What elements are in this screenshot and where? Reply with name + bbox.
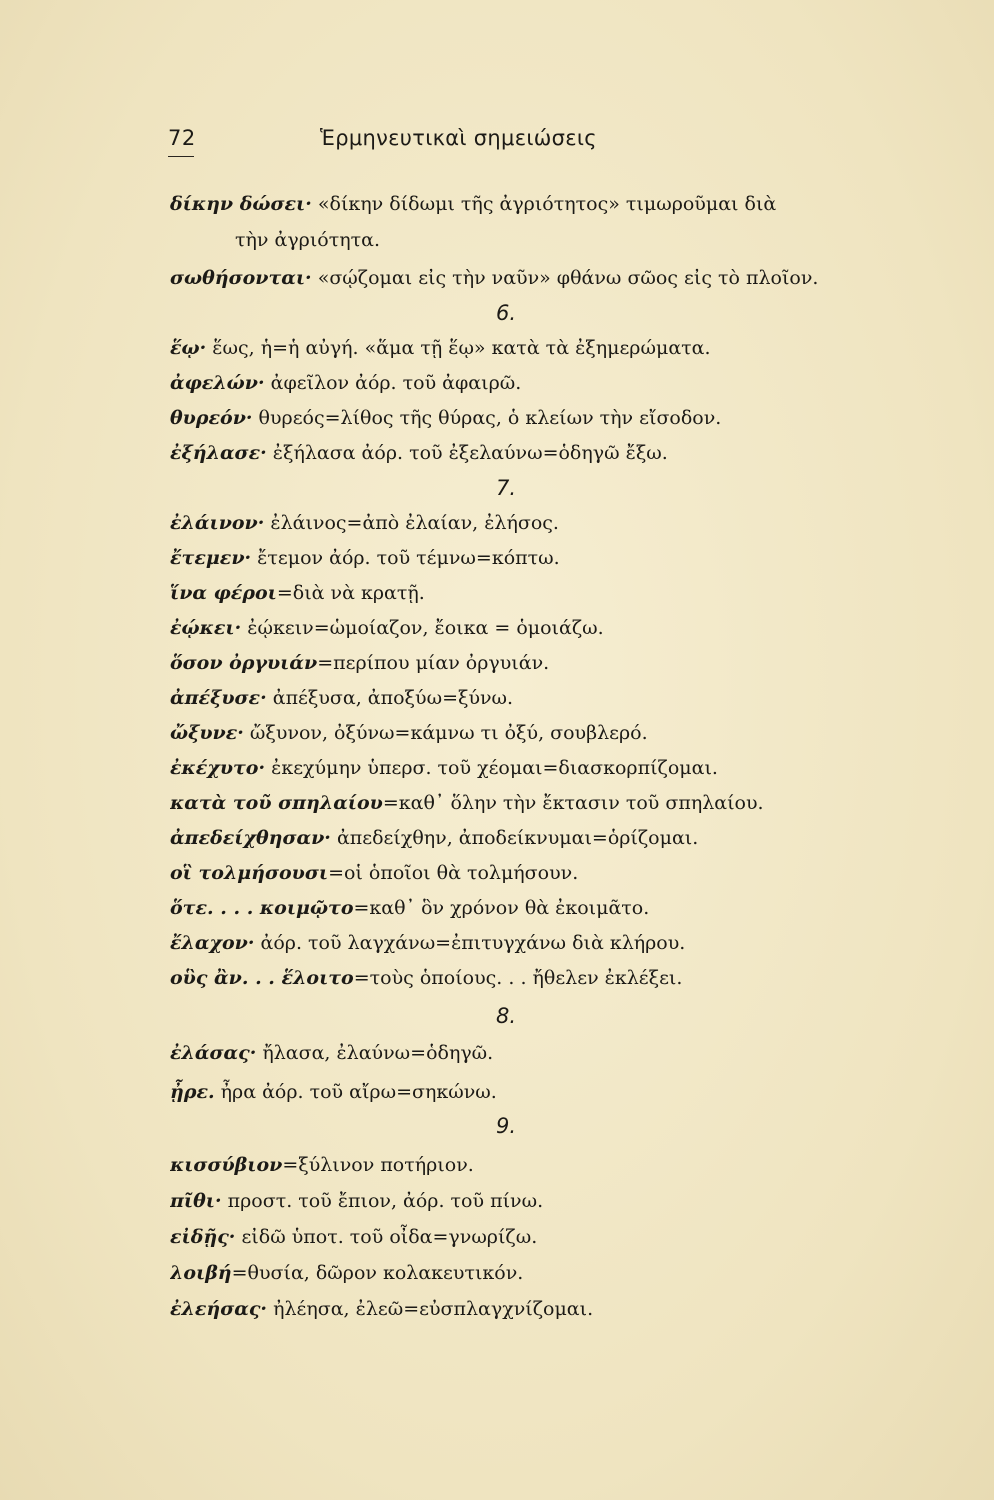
entry-headword: θυρεόν· [170,407,253,429]
entry-gloss: ἀπεδείχθην, ἀποδείκνυμαι=ὁρίζομαι. [330,827,699,849]
entry-headword: ἀπέξυσε· [170,687,267,709]
entry-headword: κατὰ τοῦ σπηλαίου [170,792,383,814]
entry-gloss: ἐκεχύμην ὑπερσ. τοῦ χέομαι=διασκορπίζομαι. [265,757,718,779]
entry-gloss: =ξύλινον ποτήριον. [282,1154,474,1176]
entry-gloss: «σῴζομαι εἰς τὴν ναῦν» φθάνω σῶος εἰς τὸ πλοῖον. [311,267,819,289]
entry-headword: κισσύβιον [170,1154,283,1176]
section-number: 8. [496,1004,517,1028]
entry-gloss: ἐλάινος=ἀπὸ ἐλαίαν, ἐλήσος. [264,512,559,534]
entry-line [170,893,910,923]
entry-line [170,263,910,293]
entry-line [170,578,910,608]
entry-gloss: =καθ᾽ ὅλην τὴν ἔκτασιν τοῦ σπηλαίου. [382,792,764,814]
entry-headword: εἰδῇς· [170,1226,236,1248]
section-number: 6. [496,301,517,325]
entry-headword: δίκην δώσει· [170,193,312,215]
entry-line [170,928,910,958]
entry-gloss: θυρεός=λίθος τῆς θύρας, ὁ κλείων τὴν εἴσοδον. [252,407,722,429]
entry-line [170,753,910,783]
entry-line [170,823,910,853]
entry-line [170,368,910,398]
section-number: 7. [496,476,517,500]
running-title: Ἑρμηνευτικαὶ σημειώσεις [320,126,597,150]
entry-gloss: ἀόρ. τοῦ λαγχάνω=ἐπιτυγχάνω διὰ κλήρου. [254,932,686,954]
entry-line [170,963,910,993]
entry-line [170,613,910,643]
entry-headword: ἐλάινον· [170,512,265,534]
entry-headword: πῖθι· [170,1190,222,1212]
section-number: 9. [496,1114,517,1138]
entry-headword: ἐλεήσας· [170,1298,268,1320]
entry-headword: ἐξήλασε· [170,442,267,464]
entry-gloss: =θυσία, δῶρον κολακευτικόν. [231,1262,524,1284]
entry-line [170,1258,910,1288]
entry-gloss: ἤλασα, ἐλαύνω=ὁδηγῶ. [256,1042,494,1064]
entry-headword: ἵνα φέροι [170,582,277,604]
entry-line [170,543,910,573]
entry-headword: ὤξυνε· [170,722,244,744]
page-number: 72 [168,126,196,150]
entry-gloss: =καθ᾽ ὃν χρόνον θὰ ἐκοιμᾶτο. [353,897,650,919]
entry-line [170,648,910,678]
entry-line [170,438,910,468]
entry-headword: οἳ τολμήσουσι [170,862,329,884]
entry-headword: ἀφελών· [170,372,265,394]
entry-line [235,225,975,255]
entry-gloss: =διὰ νὰ κρατῇ. [276,582,425,604]
entry-line [170,1038,910,1068]
entry-line [170,718,910,748]
entry-line [170,1222,910,1252]
entry-headword: ἐλάσας· [170,1042,257,1064]
entry-line [170,1150,910,1180]
entry-gloss: ἔτεμον ἀόρ. τοῦ τέμνω=κόπτω. [251,547,560,569]
entry-headword: σωθήσονται· [170,267,312,289]
entry-headword: ὅτε. . . . κοιμῷτο [170,897,354,919]
entry-line [170,1077,910,1107]
entry-gloss: «δίκην δίδωμι τῆς ἀγριότητος» τιμωροῦμαι διὰ [311,193,777,215]
entry-line [170,333,910,363]
entry-headword: ἕῳ· [170,337,207,359]
entry-line [170,1294,910,1324]
entry-headword: λοιβή [170,1262,232,1284]
entry-headword: ἐκέχυτο· [170,757,266,779]
entry-headword: ἀπεδείχθησαν· [170,827,331,849]
entry-gloss: τὴν ἀγριότητα. [235,229,381,251]
entry-gloss: ἀφεῖλον ἀόρ. τοῦ ἀφαιρῶ. [264,372,522,394]
entry-gloss: ἐῴκειν=ὡμοίαζον, ἔοικα = ὁμοιάζω. [241,617,604,639]
entry-headword: ἐῴκει· [170,617,242,639]
entry-headword: οὓς ἂν. . . ἕλοιτο [170,967,354,989]
entry-gloss: ὤξυνον, ὀξύνω=κάμνω τι ὀξύ, σουβλερό. [243,722,648,744]
entry-line [170,788,910,818]
entry-headword: ᾖρε. [170,1081,215,1103]
entry-headword: ἔτεμεν· [170,547,252,569]
entry-gloss: ἐξήλασα ἀόρ. τοῦ ἐξελαύνω=ὁδηγῶ ἔξω. [266,442,668,464]
entry-line [170,189,910,219]
entry-line [170,508,910,538]
entry-line [170,858,910,888]
entry-headword: ὅσον ὀργυιάν [170,652,318,674]
entry-line [170,403,910,433]
entry-gloss: =οἱ ὁποῖοι θὰ τολμήσουν. [328,862,579,884]
entry-line [170,683,910,713]
entry-gloss: ἠλέησα, ἐλεῶ=εὐσπλαγχνίζομαι. [267,1298,594,1320]
entry-line [170,1186,910,1216]
entry-gloss: ἀπέξυσα, ἀποξύω=ξύνω. [266,687,514,709]
entry-gloss: εἰδῶ ὑποτ. τοῦ οἶδα=γνωρίζω. [235,1226,538,1248]
entry-gloss: =περίπου μίαν ὀργυιάν. [317,652,550,674]
entry-gloss: ἦρα ἀόρ. τοῦ αἴρω=σηκώνω. [214,1081,497,1103]
entry-headword: ἔλαχον· [170,932,255,954]
entry-gloss: =τοὺς ὁποίους. . . ἤθελεν ἐκλέξει. [353,967,683,989]
entry-gloss: ἕως, ἡ=ἡ αὐγή. «ἅμα τῇ ἕῳ» κατὰ τὰ ἐξημερώματα. [206,337,711,359]
entry-gloss: προστ. τοῦ ἔπιον, ἀόρ. τοῦ πίνω. [221,1190,544,1212]
